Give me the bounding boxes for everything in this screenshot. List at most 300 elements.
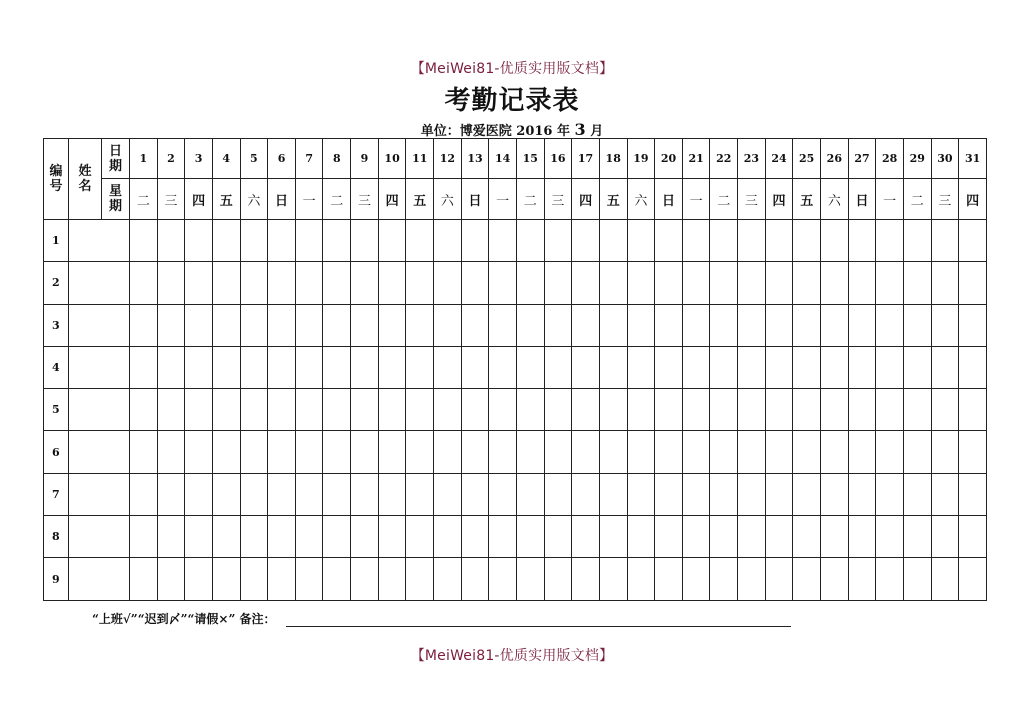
attendance-cell[interactable] xyxy=(516,389,544,431)
attendance-cell[interactable] xyxy=(765,558,793,600)
attendance-cell[interactable] xyxy=(212,262,240,304)
attendance-cell[interactable] xyxy=(931,262,959,304)
attendance-cell[interactable] xyxy=(157,346,185,388)
attendance-cell[interactable] xyxy=(544,220,572,262)
attendance-cell[interactable] xyxy=(185,262,213,304)
attendance-cell[interactable] xyxy=(240,389,268,431)
attendance-cell[interactable] xyxy=(738,220,766,262)
attendance-cell[interactable] xyxy=(434,431,462,473)
attendance-cell[interactable] xyxy=(295,220,323,262)
attendance-cell[interactable] xyxy=(406,389,434,431)
day-header-11: 11 xyxy=(406,139,434,179)
attendance-cell[interactable] xyxy=(682,431,710,473)
attendance-cell[interactable] xyxy=(876,516,904,558)
attendance-cell[interactable] xyxy=(903,389,931,431)
attendance-cell[interactable] xyxy=(959,220,987,262)
attendance-cell[interactable] xyxy=(931,304,959,346)
attendance-cell[interactable] xyxy=(157,473,185,515)
attendance-cell[interactable] xyxy=(848,389,876,431)
attendance-cell[interactable] xyxy=(212,220,240,262)
attendance-cell[interactable] xyxy=(461,389,489,431)
attendance-cell[interactable] xyxy=(378,473,406,515)
attendance-cell[interactable] xyxy=(682,473,710,515)
attendance-cell[interactable] xyxy=(323,431,351,473)
weekday-header-char-1: 星 xyxy=(108,184,122,199)
attendance-cell[interactable] xyxy=(903,431,931,473)
remark-line[interactable] xyxy=(286,614,791,627)
attendance-cell[interactable] xyxy=(710,558,738,600)
attendance-cell[interactable] xyxy=(821,473,849,515)
attendance-cell[interactable] xyxy=(710,220,738,262)
attendance-cell[interactable] xyxy=(240,304,268,346)
attendance-cell[interactable] xyxy=(268,220,296,262)
attendance-cell[interactable] xyxy=(821,262,849,304)
attendance-cell[interactable] xyxy=(599,473,627,515)
attendance-cell[interactable] xyxy=(130,558,158,600)
attendance-cell[interactable] xyxy=(461,431,489,473)
attendance-cell[interactable] xyxy=(959,262,987,304)
attendance-cell[interactable] xyxy=(323,473,351,515)
attendance-cell[interactable] xyxy=(157,389,185,431)
attendance-cell[interactable] xyxy=(212,431,240,473)
attendance-cell[interactable] xyxy=(821,304,849,346)
attendance-cell[interactable] xyxy=(351,262,379,304)
attendance-cell[interactable] xyxy=(295,389,323,431)
attendance-cell[interactable] xyxy=(627,389,655,431)
attendance-cell[interactable] xyxy=(461,346,489,388)
attendance-cell[interactable] xyxy=(544,431,572,473)
attendance-cell[interactable] xyxy=(544,304,572,346)
attendance-cell[interactable] xyxy=(323,558,351,600)
attendance-cell[interactable] xyxy=(655,389,683,431)
attendance-cell[interactable] xyxy=(627,220,655,262)
attendance-cell[interactable] xyxy=(323,346,351,388)
attendance-cell[interactable] xyxy=(544,516,572,558)
attendance-cell[interactable] xyxy=(489,473,517,515)
attendance-cell[interactable] xyxy=(627,558,655,600)
attendance-cell[interactable] xyxy=(295,473,323,515)
attendance-cell[interactable] xyxy=(682,262,710,304)
attendance-cell[interactable] xyxy=(185,431,213,473)
attendance-cell[interactable] xyxy=(130,262,158,304)
attendance-cell[interactable] xyxy=(378,431,406,473)
attendance-cell[interactable] xyxy=(489,262,517,304)
attendance-cell[interactable] xyxy=(959,558,987,600)
attendance-cell[interactable] xyxy=(710,389,738,431)
attendance-cell[interactable] xyxy=(682,558,710,600)
attendance-cell[interactable] xyxy=(295,262,323,304)
attendance-cell[interactable] xyxy=(738,516,766,558)
attendance-cell[interactable] xyxy=(185,220,213,262)
attendance-cell[interactable] xyxy=(572,473,600,515)
attendance-cell[interactable] xyxy=(655,262,683,304)
attendance-cell[interactable] xyxy=(876,431,904,473)
name-cell[interactable] xyxy=(69,304,130,346)
attendance-cell[interactable] xyxy=(710,431,738,473)
attendance-cell[interactable] xyxy=(268,389,296,431)
attendance-cell[interactable] xyxy=(268,262,296,304)
attendance-cell[interactable] xyxy=(572,558,600,600)
attendance-cell[interactable] xyxy=(130,473,158,515)
attendance-cell[interactable] xyxy=(738,431,766,473)
attendance-cell[interactable] xyxy=(157,220,185,262)
name-cell[interactable] xyxy=(69,431,130,473)
attendance-cell[interactable] xyxy=(765,516,793,558)
attendance-cell[interactable] xyxy=(793,558,821,600)
attendance-cell[interactable] xyxy=(130,304,158,346)
attendance-cell[interactable] xyxy=(212,346,240,388)
number-header xyxy=(44,139,69,220)
attendance-cell[interactable] xyxy=(903,473,931,515)
attendance-cell[interactable] xyxy=(351,516,379,558)
attendance-cell[interactable] xyxy=(434,346,462,388)
name-cell[interactable] xyxy=(69,220,130,262)
attendance-cell[interactable] xyxy=(931,389,959,431)
attendance-cell[interactable] xyxy=(959,304,987,346)
attendance-cell[interactable] xyxy=(959,431,987,473)
attendance-cell[interactable] xyxy=(903,558,931,600)
attendance-cell[interactable] xyxy=(378,516,406,558)
attendance-cell[interactable] xyxy=(793,473,821,515)
attendance-cell[interactable] xyxy=(157,262,185,304)
attendance-cell[interactable] xyxy=(876,346,904,388)
attendance-cell[interactable] xyxy=(710,516,738,558)
attendance-cell[interactable] xyxy=(434,516,462,558)
attendance-cell[interactable] xyxy=(157,516,185,558)
attendance-cell[interactable] xyxy=(212,516,240,558)
attendance-cell[interactable] xyxy=(572,304,600,346)
attendance-cell[interactable] xyxy=(130,220,158,262)
attendance-cell[interactable] xyxy=(489,431,517,473)
day-header-12: 12 xyxy=(434,139,462,179)
attendance-cell[interactable] xyxy=(351,389,379,431)
attendance-cell[interactable] xyxy=(848,262,876,304)
attendance-cell[interactable] xyxy=(130,389,158,431)
attendance-cell[interactable] xyxy=(848,473,876,515)
attendance-cell[interactable] xyxy=(765,431,793,473)
attendance-cell[interactable] xyxy=(434,558,462,600)
name-cell[interactable] xyxy=(69,389,130,431)
day-header-9: 9 xyxy=(351,139,379,179)
attendance-cell[interactable] xyxy=(682,346,710,388)
attendance-cell[interactable] xyxy=(821,220,849,262)
attendance-cell[interactable] xyxy=(295,558,323,600)
attendance-cell[interactable] xyxy=(185,346,213,388)
attendance-cell[interactable] xyxy=(765,262,793,304)
attendance-cell[interactable] xyxy=(765,389,793,431)
attendance-cell[interactable] xyxy=(931,473,959,515)
attendance-cell[interactable] xyxy=(876,558,904,600)
attendance-cell[interactable] xyxy=(516,262,544,304)
attendance-cell[interactable] xyxy=(489,389,517,431)
attendance-cell[interactable] xyxy=(738,346,766,388)
attendance-cell[interactable] xyxy=(240,473,268,515)
attendance-cell[interactable] xyxy=(240,262,268,304)
attendance-cell[interactable] xyxy=(876,473,904,515)
attendance-cell[interactable] xyxy=(378,389,406,431)
attendance-cell[interactable] xyxy=(599,431,627,473)
attendance-cell[interactable] xyxy=(793,346,821,388)
attendance-cell[interactable] xyxy=(876,304,904,346)
name-cell[interactable] xyxy=(69,346,130,388)
attendance-cell[interactable] xyxy=(572,389,600,431)
attendance-cell[interactable] xyxy=(268,558,296,600)
attendance-table xyxy=(43,138,987,601)
attendance-cell[interactable] xyxy=(876,262,904,304)
attendance-cell[interactable] xyxy=(599,346,627,388)
attendance-cell[interactable] xyxy=(157,558,185,600)
attendance-cell[interactable] xyxy=(406,346,434,388)
attendance-cell[interactable] xyxy=(185,304,213,346)
attendance-cell[interactable] xyxy=(655,304,683,346)
attendance-cell[interactable] xyxy=(268,431,296,473)
name-header xyxy=(69,139,102,220)
attendance-cell[interactable] xyxy=(848,346,876,388)
attendance-cell[interactable] xyxy=(406,220,434,262)
attendance-cell[interactable] xyxy=(793,220,821,262)
attendance-cell[interactable] xyxy=(848,220,876,262)
attendance-cell[interactable] xyxy=(378,220,406,262)
attendance-cell[interactable] xyxy=(323,304,351,346)
attendance-cell[interactable] xyxy=(793,304,821,346)
attendance-cell[interactable] xyxy=(710,262,738,304)
attendance-cell[interactable] xyxy=(295,516,323,558)
attendance-cell[interactable] xyxy=(572,220,600,262)
attendance-cell[interactable] xyxy=(295,304,323,346)
attendance-cell[interactable] xyxy=(793,389,821,431)
attendance-cell[interactable] xyxy=(489,220,517,262)
attendance-cell[interactable] xyxy=(516,558,544,600)
attendance-cell[interactable] xyxy=(378,558,406,600)
attendance-cell[interactable] xyxy=(682,304,710,346)
attendance-cell[interactable] xyxy=(544,389,572,431)
attendance-cell[interactable] xyxy=(489,558,517,600)
attendance-cell[interactable] xyxy=(710,473,738,515)
name-cell[interactable] xyxy=(69,473,130,515)
unit-line xyxy=(0,120,1024,139)
attendance-cell[interactable] xyxy=(268,473,296,515)
attendance-cell[interactable] xyxy=(572,346,600,388)
attendance-cell[interactable] xyxy=(959,516,987,558)
attendance-cell[interactable] xyxy=(378,346,406,388)
attendance-cell[interactable] xyxy=(240,516,268,558)
attendance-cell[interactable] xyxy=(212,304,240,346)
row-number: 8 xyxy=(44,516,69,558)
attendance-cell[interactable] xyxy=(130,346,158,388)
attendance-cell[interactable] xyxy=(599,389,627,431)
attendance-cell[interactable] xyxy=(544,473,572,515)
attendance-cell[interactable] xyxy=(544,262,572,304)
attendance-cell[interactable] xyxy=(793,431,821,473)
attendance-cell[interactable] xyxy=(903,516,931,558)
attendance-cell[interactable] xyxy=(682,220,710,262)
attendance-cell[interactable] xyxy=(627,473,655,515)
attendance-cell[interactable] xyxy=(599,262,627,304)
attendance-cell[interactable] xyxy=(959,389,987,431)
attendance-cell[interactable] xyxy=(848,304,876,346)
attendance-cell[interactable] xyxy=(821,389,849,431)
attendance-cell[interactable] xyxy=(710,304,738,346)
attendance-cell[interactable] xyxy=(406,473,434,515)
attendance-cell[interactable] xyxy=(268,516,296,558)
attendance-cell[interactable] xyxy=(268,304,296,346)
attendance-cell[interactable] xyxy=(185,473,213,515)
attendance-cell[interactable] xyxy=(378,262,406,304)
attendance-cell[interactable] xyxy=(544,346,572,388)
attendance-cell[interactable] xyxy=(516,304,544,346)
attendance-cell[interactable] xyxy=(240,558,268,600)
attendance-cell[interactable] xyxy=(351,304,379,346)
attendance-cell[interactable] xyxy=(710,346,738,388)
name-cell[interactable] xyxy=(69,558,130,600)
attendance-cell[interactable] xyxy=(655,431,683,473)
attendance-cell[interactable] xyxy=(378,304,406,346)
attendance-cell[interactable] xyxy=(903,304,931,346)
attendance-cell[interactable] xyxy=(351,473,379,515)
attendance-cell[interactable] xyxy=(406,516,434,558)
attendance-cell[interactable] xyxy=(599,516,627,558)
attendance-cell[interactable] xyxy=(434,473,462,515)
attendance-cell[interactable] xyxy=(406,262,434,304)
attendance-cell[interactable] xyxy=(599,304,627,346)
attendance-cell[interactable] xyxy=(323,389,351,431)
attendance-cell[interactable] xyxy=(765,346,793,388)
attendance-cell[interactable] xyxy=(295,431,323,473)
attendance-cell[interactable] xyxy=(627,431,655,473)
attendance-cell[interactable] xyxy=(516,346,544,388)
weekday-header-char-2: 期 xyxy=(108,199,122,214)
attendance-cell[interactable] xyxy=(157,431,185,473)
attendance-cell[interactable] xyxy=(655,346,683,388)
attendance-cell[interactable] xyxy=(323,220,351,262)
attendance-cell[interactable] xyxy=(240,346,268,388)
attendance-cell[interactable] xyxy=(351,346,379,388)
attendance-cell[interactable] xyxy=(212,389,240,431)
attendance-cell[interactable] xyxy=(931,220,959,262)
name-cell[interactable] xyxy=(69,262,130,304)
attendance-cell[interactable] xyxy=(351,431,379,473)
attendance-cell[interactable] xyxy=(765,304,793,346)
attendance-cell[interactable] xyxy=(516,220,544,262)
attendance-cell[interactable] xyxy=(323,516,351,558)
attendance-cell[interactable] xyxy=(572,431,600,473)
attendance-cell[interactable] xyxy=(793,516,821,558)
attendance-cell[interactable] xyxy=(848,516,876,558)
attendance-cell[interactable] xyxy=(434,389,462,431)
attendance-cell[interactable] xyxy=(406,431,434,473)
attendance-cell[interactable] xyxy=(821,431,849,473)
attendance-cell[interactable] xyxy=(738,389,766,431)
attendance-cell[interactable] xyxy=(738,473,766,515)
attendance-cell[interactable] xyxy=(931,346,959,388)
attendance-cell[interactable] xyxy=(544,558,572,600)
attendance-cell[interactable] xyxy=(599,220,627,262)
attendance-cell[interactable] xyxy=(516,516,544,558)
attendance-cell[interactable] xyxy=(959,346,987,388)
attendance-cell[interactable] xyxy=(489,346,517,388)
name-cell[interactable] xyxy=(69,516,130,558)
attendance-cell[interactable] xyxy=(738,304,766,346)
attendance-cell[interactable] xyxy=(821,558,849,600)
attendance-cell[interactable] xyxy=(516,473,544,515)
attendance-cell[interactable] xyxy=(351,220,379,262)
attendance-cell[interactable] xyxy=(461,304,489,346)
attendance-cell[interactable] xyxy=(295,346,323,388)
attendance-cell[interactable] xyxy=(406,304,434,346)
attendance-cell[interactable] xyxy=(212,473,240,515)
attendance-cell[interactable] xyxy=(461,262,489,304)
attendance-cell[interactable] xyxy=(434,262,462,304)
attendance-cell[interactable] xyxy=(130,516,158,558)
attendance-cell[interactable] xyxy=(516,431,544,473)
attendance-cell[interactable] xyxy=(489,304,517,346)
attendance-cell[interactable] xyxy=(434,220,462,262)
attendance-cell[interactable] xyxy=(572,516,600,558)
attendance-cell[interactable] xyxy=(599,558,627,600)
attendance-cell[interactable] xyxy=(461,220,489,262)
attendance-cell[interactable] xyxy=(876,389,904,431)
attendance-cell[interactable] xyxy=(793,262,821,304)
attendance-cell[interactable] xyxy=(655,558,683,600)
attendance-cell[interactable] xyxy=(489,516,517,558)
attendance-cell[interactable] xyxy=(876,220,904,262)
attendance-cell[interactable] xyxy=(461,473,489,515)
attendance-cell[interactable] xyxy=(212,558,240,600)
attendance-cell[interactable] xyxy=(738,262,766,304)
attendance-cell[interactable] xyxy=(240,220,268,262)
attendance-cell[interactable] xyxy=(461,516,489,558)
attendance-cell[interactable] xyxy=(323,262,351,304)
attendance-cell[interactable] xyxy=(240,431,268,473)
attendance-cell[interactable] xyxy=(903,346,931,388)
attendance-cell[interactable] xyxy=(157,304,185,346)
attendance-cell[interactable] xyxy=(185,558,213,600)
attendance-cell[interactable] xyxy=(903,220,931,262)
attendance-cell[interactable] xyxy=(848,558,876,600)
attendance-cell[interactable] xyxy=(765,473,793,515)
attendance-cell[interactable] xyxy=(185,516,213,558)
attendance-cell[interactable] xyxy=(765,220,793,262)
attendance-cell[interactable] xyxy=(268,346,296,388)
attendance-cell[interactable] xyxy=(627,304,655,346)
attendance-cell[interactable] xyxy=(848,431,876,473)
attendance-cell[interactable] xyxy=(931,431,959,473)
attendance-cell[interactable] xyxy=(821,516,849,558)
date-header-char-1: 日 xyxy=(108,143,122,159)
attendance-cell[interactable] xyxy=(406,558,434,600)
attendance-cell[interactable] xyxy=(627,516,655,558)
attendance-cell[interactable] xyxy=(931,516,959,558)
attendance-cell[interactable] xyxy=(931,558,959,600)
attendance-cell[interactable] xyxy=(627,346,655,388)
attendance-cell[interactable] xyxy=(130,431,158,473)
attendance-cell[interactable] xyxy=(461,558,489,600)
attendance-cell[interactable] xyxy=(821,346,849,388)
attendance-cell[interactable] xyxy=(903,262,931,304)
attendance-cell[interactable] xyxy=(572,262,600,304)
attendance-cell[interactable] xyxy=(627,262,655,304)
attendance-cell[interactable] xyxy=(655,473,683,515)
attendance-cell[interactable] xyxy=(738,558,766,600)
attendance-cell[interactable] xyxy=(434,304,462,346)
attendance-cell[interactable] xyxy=(655,516,683,558)
attendance-cell[interactable] xyxy=(682,516,710,558)
attendance-cell[interactable] xyxy=(682,389,710,431)
attendance-cell[interactable] xyxy=(351,558,379,600)
attendance-cell[interactable] xyxy=(655,220,683,262)
attendance-cell[interactable] xyxy=(185,389,213,431)
attendance-cell[interactable] xyxy=(959,473,987,515)
